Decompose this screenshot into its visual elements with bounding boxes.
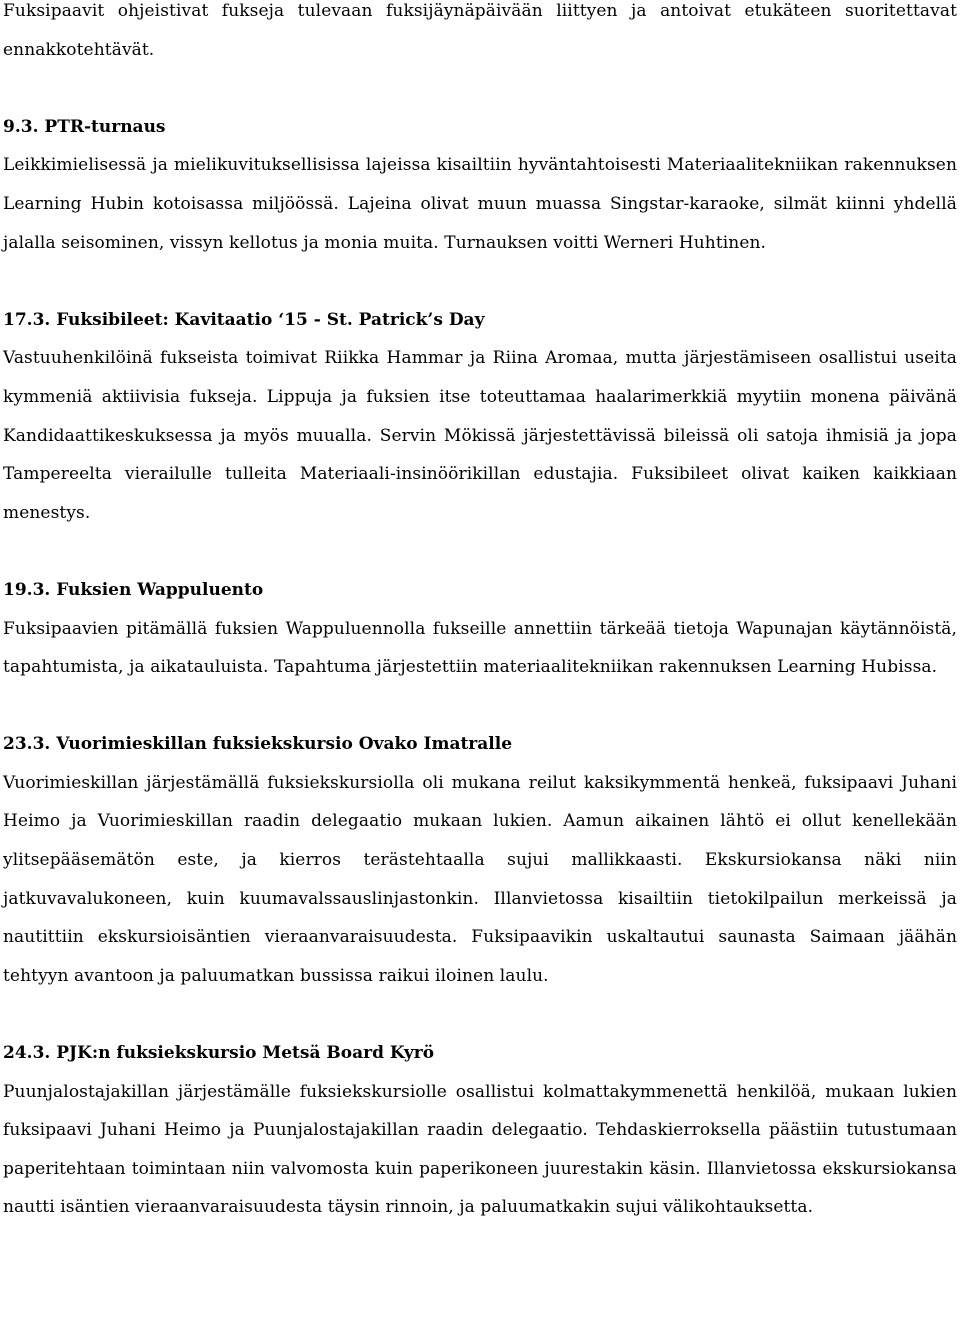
section-heading: 23.3. Vuorimieskillan fuksiekskursio Ovako Imatralle — [3, 734, 513, 755]
section-vuorimieskilta-ekskursio — [3, 725, 957, 995]
section-body: Leikkimielisessä ja mielikuvituksellisissa lajeissa kisailtiin hyväntahtoisesti Materiaalitekniikan rakennuksen Learning Hubin kotoisassa miljöössä. Lajeina olivat muun muassa Singstar-karaoke, silmät kiinni yhdellä jalalla seisominen, vissyn kellotus ja monia muita. Turnauksen voitti Werneri Huhtinen. — [3, 155, 957, 253]
section-body: Puunjalostajakillan järjestämälle fuksiekskursiolle osallistui kolmattakymmenettä henkilöä, mukaan lukien fuksipaavi Juhani Heimo ja Puunjalostajakillan raadin delegaatio. Tehdaskierroksella päästiin tutustumaan paperitehtaan toimintaan niin valvomosta kuin paperikoneen juurestakin käsin. Illanvietossa ekskursiokansa nautti isäntien vieraanvaraisuudesta täysin rinnoin, ja paluumatkakin sujui välikohtauksetta. — [3, 1081, 957, 1218]
section-pjk-ekskursio — [3, 1034, 957, 1227]
section-body: Vuorimieskillan järjestämällä fuksiekskursiolla oli mukana reilut kaksikymmentä henkeä, fuksipaavi Juhani Heimo ja Vuorimieskillan raadin delegaatio mukaan lukien. Aamun aikainen lähtö ei ollut kenellekään ylitsepääsemätön este, ja kierros terästehtaalla sujui mallikkaasti. Ekskursiokansa näki niin jatkuvavalukoneen, kuin kuumavalssauslinjastonkin. Illanvietossa kisailtiin tietokilpailun merkeissä ja nautittiin ekskursioisäntien vieraanvaraisuudesta. Fuksipaavikin uskaltautui saunasta Saimaan jäähän tehtyyn avantoon ja paluumatkan bussissa raikui iloinen laulu. — [3, 772, 957, 986]
section-heading: 9.3. PTR-turnaus — [3, 116, 166, 137]
section-heading: 17.3. Fuksibileet: Kavitaatio ‘15 - St. Patrick’s Day — [3, 309, 485, 330]
section-heading: 19.3. Fuksien Wappuluento — [3, 579, 264, 600]
section-body: Fuksipaavien pitämällä fuksien Wappuluennolla fukseille annettiin tärkeää tietoja Wapunajan käytännöistä, tapahtumista, ja aikatauluista. Tapahtuma järjestettiin materiaalitekniikan rakennuksen Learning Hubissa. — [3, 618, 957, 678]
document-page — [3, 0, 957, 1227]
section-body: Vastuuhenkilöinä fukseista toimivat Riikka Hammar ja Riina Aromaa, mutta järjestämiseen osallistui useita kymmeniä aktiivisia fukseja. Lippuja ja fuksien itse toteuttamaa haalarimerkkiä myytiin monena päivänä Kandidaattikeskuksessa ja myös muualla. Servin Mökissä järjestettävissä bileissä oli satoja ihmisiä ja jopa Tampereelta vierailulle tulleita Materiaali-insinöörikillan edustajia. Fuksibileet olivat kaiken kaikkiaan menestys. — [3, 348, 957, 523]
section-ptr-turnaus — [3, 108, 957, 262]
section-heading: 24.3. PJK:n fuksiekskursio Metsä Board Kyrö — [3, 1043, 435, 1064]
section-wappuluento — [3, 571, 957, 687]
section-fuksibileet — [3, 301, 957, 533]
intro-paragraph: Fuksipaavit ohjeistivat fukseja tulevaan fuksijäynäpäivään liittyen ja antoivat etukäteen suoritettavat ennakkotehtävät. — [3, 1, 957, 60]
